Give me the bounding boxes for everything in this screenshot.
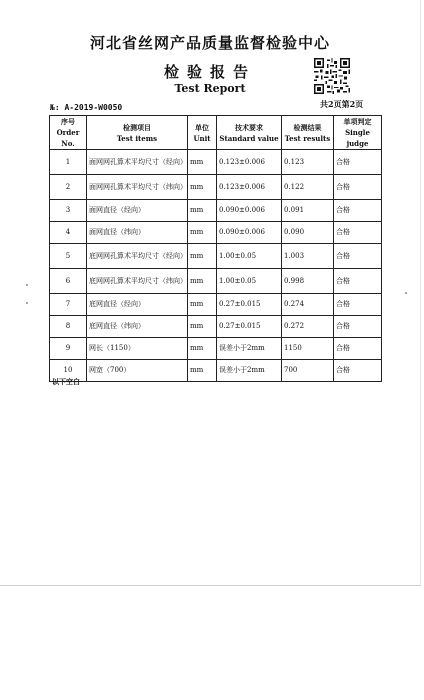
cell-standard-value: 0.090±0.006 — [217, 222, 282, 244]
cell-order-no: 9 — [50, 338, 87, 360]
cell-test-result: 0.274 — [282, 294, 334, 316]
cell-unit: mm — [188, 316, 217, 338]
cell-judgement: 合格 — [334, 269, 382, 294]
table-row — [50, 316, 382, 338]
cell-standard-value: 0.123±0.006 — [217, 150, 282, 175]
header-standard-value: 技术要求 Standard value — [217, 116, 282, 150]
header-single-judge: 单项判定 Single judge — [334, 116, 382, 150]
cell-unit: mm — [188, 175, 217, 200]
cell-judgement: 合格 — [334, 316, 382, 338]
cell-judgement: 合格 — [334, 338, 382, 360]
cell-judgement: 合格 — [334, 200, 382, 222]
cell-standard-value: 1.00±0.05 — [217, 244, 282, 269]
cell-unit: mm — [188, 244, 217, 269]
cell-test-result: 700 — [282, 360, 334, 382]
header-test-items: 检测项目 Test items — [87, 116, 188, 150]
scan-speck — [26, 302, 28, 304]
organization-name: 河北省丝网产品质量监督检验中心 — [89, 34, 330, 52]
cell-test-result: 0.090 — [282, 222, 334, 244]
table-row — [50, 294, 382, 316]
table-row — [50, 222, 382, 244]
cell-test-item: 底网网孔算术平均尺寸（纬向） — [87, 269, 188, 294]
cell-judgement: 合格 — [334, 294, 382, 316]
table-row — [50, 338, 382, 360]
cell-order-no: 3 — [50, 200, 87, 222]
cell-order-no: 10 — [50, 360, 87, 382]
qr-code-icon — [314, 58, 350, 94]
cell-test-item: 面网直径（经向） — [87, 200, 188, 222]
cell-test-item: 面网网孔算术平均尺寸（经向） — [87, 150, 188, 175]
cell-unit: mm — [188, 360, 217, 382]
table-header-row — [50, 116, 382, 150]
cell-test-item: 网长（1150） — [87, 338, 188, 360]
cell-unit: mm — [188, 269, 217, 294]
cell-judgement: 合格 — [334, 360, 382, 382]
cell-standard-value: 0.090±0.006 — [217, 200, 282, 222]
cell-unit: mm — [188, 150, 217, 175]
cell-standard-value: 误差小于2mm — [217, 338, 282, 360]
cell-test-item: 面网网孔算术平均尺寸（纬向） — [87, 175, 188, 200]
cell-standard-value: 0.27±0.015 — [217, 316, 282, 338]
table-row — [50, 175, 382, 200]
cell-test-item: 底网直径（纬向） — [87, 316, 188, 338]
report-number: №: A-2019-W0050 — [50, 103, 123, 112]
cell-judgement: 合格 — [334, 150, 382, 175]
cell-order-no: 6 — [50, 269, 87, 294]
cell-test-result: 0.998 — [282, 269, 334, 294]
report-title-cn: 检验报告 — [163, 63, 256, 81]
cell-order-no: 5 — [50, 244, 87, 269]
cell-order-no: 8 — [50, 316, 87, 338]
header-order-no: 序号 Order No. — [50, 116, 87, 150]
cell-test-item: 面网直径（纬向） — [87, 222, 188, 244]
cell-standard-value: 0.27±0.015 — [217, 294, 282, 316]
blank-below-note: 以下空白 — [52, 377, 80, 386]
cell-judgement: 合格 — [334, 175, 382, 200]
report-title-en: Test Report — [174, 82, 246, 95]
cell-test-result: 0.123 — [282, 150, 334, 175]
cell-order-no: 1 — [50, 150, 87, 175]
cell-order-no: 4 — [50, 222, 87, 244]
table-row — [50, 360, 382, 382]
cell-standard-value: 误差小于2mm — [217, 360, 282, 382]
table-row — [50, 150, 382, 175]
header-unit: 单位 Unit — [188, 116, 217, 150]
cell-order-no: 7 — [50, 294, 87, 316]
cell-standard-value: 0.123±0.006 — [217, 175, 282, 200]
cell-test-item: 网宽（700） — [87, 360, 188, 382]
cell-test-item: 底网直径（经向） — [87, 294, 188, 316]
cell-test-result: 1150 — [282, 338, 334, 360]
test-results-table — [49, 115, 382, 382]
table-row — [50, 200, 382, 222]
table-row — [50, 269, 382, 294]
cell-test-result: 0.091 — [282, 200, 334, 222]
cell-judgement: 合格 — [334, 222, 382, 244]
cell-standard-value: 1.00±0.05 — [217, 269, 282, 294]
cell-test-item: 底网网孔算术平均尺寸（经向） — [87, 244, 188, 269]
cell-test-result: 1.003 — [282, 244, 334, 269]
page-number: 共2页第2页 — [320, 99, 364, 109]
table-row — [50, 244, 382, 269]
scan-speck — [405, 292, 407, 294]
header-test-results: 检测结果 Test results — [282, 116, 334, 150]
cell-test-result: 0.272 — [282, 316, 334, 338]
cell-unit: mm — [188, 200, 217, 222]
cell-unit: mm — [188, 338, 217, 360]
cell-unit: mm — [188, 294, 217, 316]
cell-unit: mm — [188, 222, 217, 244]
scan-speck — [26, 284, 28, 286]
cell-order-no: 2 — [50, 175, 87, 200]
cell-judgement: 合格 — [334, 244, 382, 269]
cell-test-result: 0.122 — [282, 175, 334, 200]
